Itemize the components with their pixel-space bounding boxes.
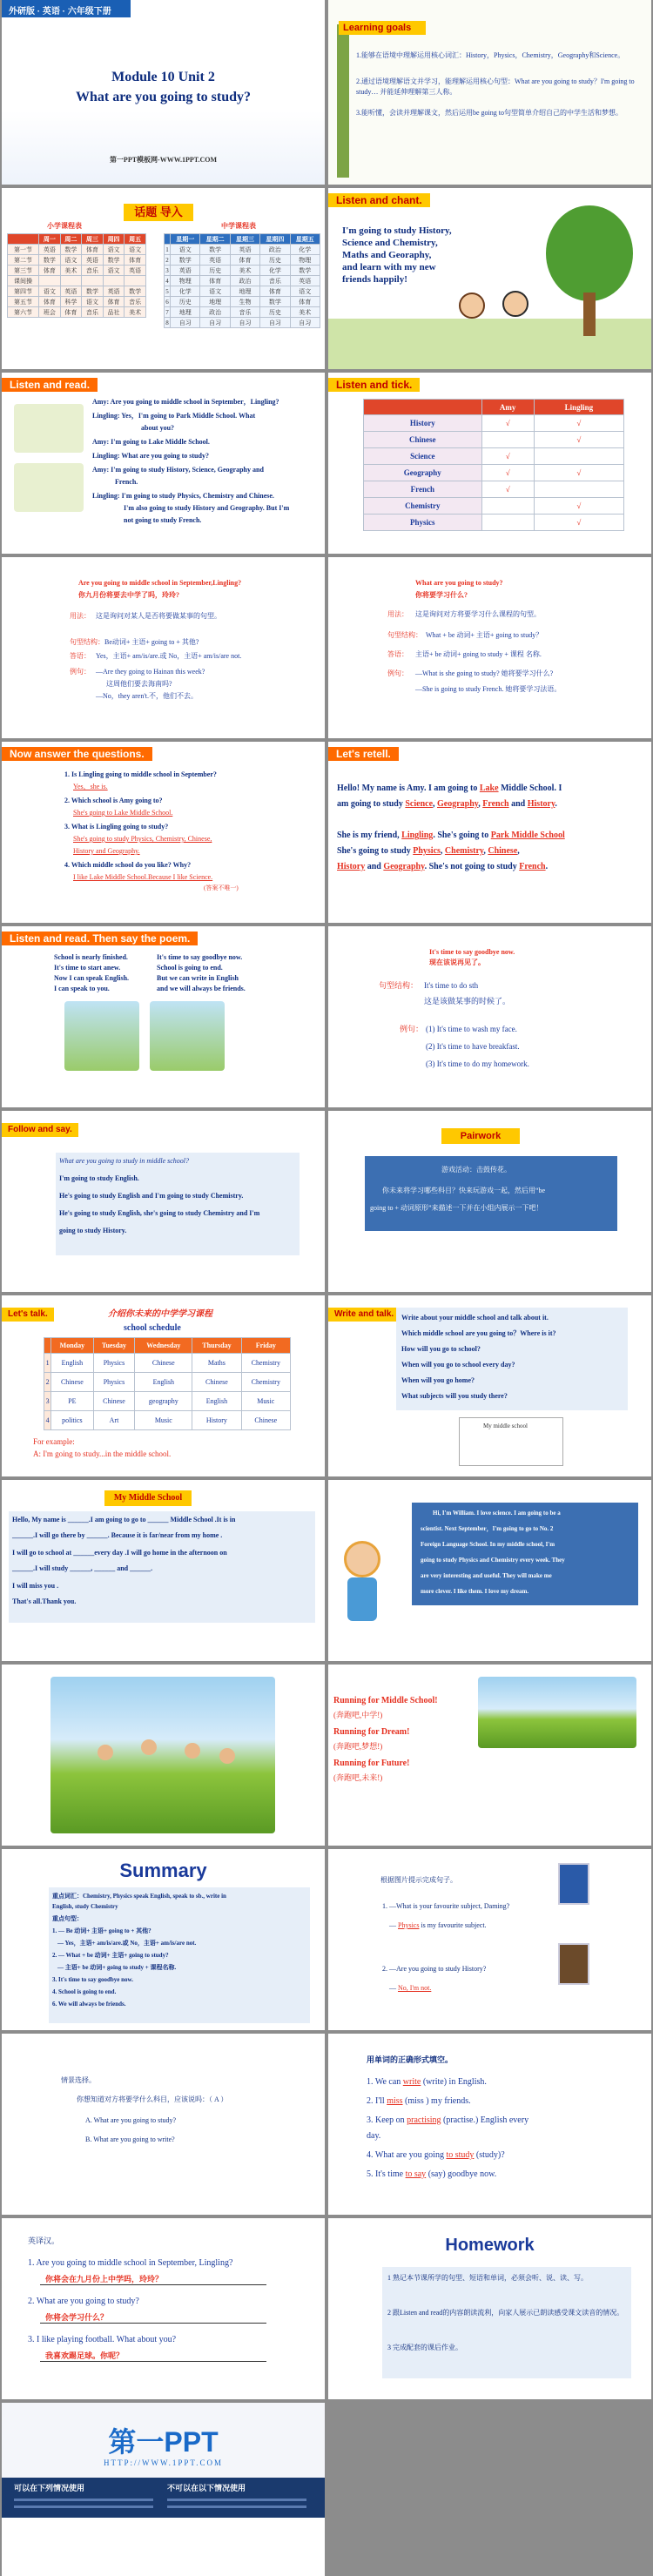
table-cell: 音乐: [230, 307, 259, 318]
table-cell: 物理: [290, 255, 320, 266]
schedule-cell: 2: [44, 1373, 51, 1392]
schedule-row: [44, 1411, 291, 1430]
table-cell: 英语: [103, 286, 125, 297]
middle-schedule-table: [164, 233, 320, 328]
slide-poem[interactable]: Listen and read. Then say the poem. School is nearly finished. It's time to start anew. Now I can speak English. I can speak to you. It's time to say goodbye now. School is going to end. But we can write in English and we will always be friends.: [2, 926, 325, 1107]
table-cell: [8, 234, 39, 245]
empty-slot: [328, 2403, 651, 2576]
table-cell: 英语: [125, 266, 146, 276]
table-cell: 3: [165, 266, 169, 274]
slide-its-time[interactable]: It's time to say goodbye now. 现在该说再见了。 句型结构： It's time to do sth 这是该做某事的时候了。 例句： (1) It's time to wash my face. (2) It's time to have breakfast. (3) It's time to do my homework.: [328, 926, 651, 1107]
pairwork-badge: Pairwork: [441, 1128, 520, 1144]
chant-line-1: I'm going to study History,: [342, 225, 452, 236]
slide-listen-tick[interactable]: [328, 373, 651, 554]
tick-cell: √: [481, 448, 534, 465]
table-cell: 7: [165, 308, 169, 316]
schedule-cell: PE: [51, 1392, 93, 1411]
schedule-cell: History: [192, 1411, 241, 1430]
table-cell: 2: [165, 256, 169, 264]
table-row: [165, 286, 320, 297]
schedule-cell: Physics: [93, 1354, 135, 1373]
table-cell: 数学: [200, 245, 230, 255]
table-row: [165, 255, 320, 266]
slide-word-form[interactable]: 用单词的正确形式填空。 1. We can write (write) in English. 2. I'll miss (miss ) my friends. 3. Keep on practising (practise.) English every day. 4. What are you going to study (study)? 5. It's time to say (say) goodbye now.: [328, 2034, 651, 2215]
slide-write-talk[interactable]: Write and talk. Write about your middle school and talk about it. Which middle school are you going to？Where is it? How will you go to school? When will you go to school every day? When will you go home? What subjects will you study there? My middle school: [328, 1295, 651, 1476]
table-cell: 政治: [260, 245, 290, 255]
slide-my-middle-school[interactable]: My Middle School Hello, My name is ______.I am going to go to ______ Middle School .It is in ______.I will go there by ______. Because it is far/near from my home . I will go to school at ______every day .I will go home in the afternoon on ______.I will study ______, ______ and ______. I will miss you . That's all.Thank you.: [2, 1480, 325, 1661]
table-cell: 体育: [60, 307, 82, 318]
table-cell: 数学: [60, 245, 82, 255]
table-cell: 英语: [60, 286, 82, 297]
homework-box: [382, 2267, 631, 2378]
table-cell: 美术: [60, 266, 82, 276]
table-cell: 美术: [125, 307, 146, 318]
table-row: [8, 234, 146, 245]
footer-watermark: 第一PPT模板网-WWW.1PPT.COM: [109, 156, 218, 164]
table-cell: 历史: [260, 307, 290, 318]
table-cell: [60, 276, 82, 286]
side-stripe: [337, 24, 349, 178]
table-cell: 语文: [171, 245, 200, 255]
table-row: [8, 245, 146, 255]
tick-cell: √: [481, 415, 534, 432]
tick-row: [364, 432, 624, 448]
schedule-cell: Chinese: [135, 1354, 192, 1373]
dialogue-picture: [14, 463, 84, 512]
schedule-cell: Chemistry: [241, 1373, 290, 1392]
table-cell: 周五: [125, 234, 146, 245]
schedule-cell: politics: [51, 1411, 93, 1430]
tick-badge: Listen and tick.: [328, 378, 420, 392]
schedule-cell: English: [51, 1354, 93, 1373]
table-cell: 4: [165, 277, 169, 285]
schedule-cell: English: [192, 1392, 241, 1411]
table-cell: 周二: [60, 234, 82, 245]
table-cell: 5: [165, 287, 169, 295]
tick-cell: [534, 481, 623, 498]
goal-1: 1.能够在语境中理解运用核心词汇：History，Physics，Chemistry，Geography和Science。: [356, 51, 625, 59]
dialogue-picture: [14, 404, 84, 453]
tick-cell: √: [534, 465, 623, 481]
slide-learning-goals[interactable]: [328, 0, 651, 185]
table-cell: [125, 276, 146, 286]
table-cell: 地理: [200, 297, 230, 307]
table-cell: 星期三: [230, 234, 259, 245]
tick-cell: √: [481, 481, 534, 498]
slide-running-for[interactable]: Running for Middle School! (奔跑吧,中学!) Running for Dream! (奔跑吧,梦想!) Running for Future! (奔跑吧,未来!): [328, 1665, 651, 1846]
goals-badge: Learning goals: [339, 21, 426, 35]
table-cell: 英语: [200, 255, 230, 266]
follow-box: [56, 1153, 300, 1255]
table-cell: 体育: [39, 297, 61, 307]
table-cell: 周三: [82, 234, 104, 245]
tick-cell: Geography: [364, 465, 482, 481]
table-cell: 数学: [171, 255, 200, 266]
table-cell: [165, 234, 171, 245]
poem-picture: [64, 1001, 139, 1071]
table-cell: 体育: [125, 255, 146, 266]
tree-trunk: [583, 293, 596, 336]
table-row: [165, 266, 320, 276]
write-badge: Write and talk.: [328, 1308, 400, 1322]
book-icon: [558, 1943, 589, 1985]
table-cell: 音乐: [82, 307, 104, 318]
answer-badge: Now answer the questions.: [2, 747, 152, 761]
tick-cell: √: [534, 498, 623, 515]
table-row: [8, 255, 146, 266]
chant-line-3: Maths and Georaphy,: [342, 250, 432, 260]
table-cell: 化学: [290, 245, 320, 255]
tick-cell: Chemistry: [364, 498, 482, 515]
table-cell: 体育: [290, 297, 320, 307]
table-cell: 英语: [290, 276, 320, 286]
edition-badge: 外研版 · 英语 · 六年级下册: [9, 7, 111, 17]
table-row: [8, 297, 146, 307]
slide-title-question: What are you going to study?: [75, 90, 252, 104]
tick-cell: French: [364, 481, 482, 498]
tick-cell: Chinese: [364, 432, 482, 448]
tick-header: [364, 400, 482, 415]
slide-grammar-what-study[interactable]: What are you going to study? 你将要学习什么? 用法： 这是询问对方将要学习什么课程的句型。 句型结构： What + be 动词+ 主语+ going to study？ 答语： 主语+ be 动词+ going to study + 课程 名称. 例句： —What is she going to study? 她将要学习什么? —She is going to study French. 她将要学习法语。: [328, 557, 651, 738]
table-row: [165, 318, 320, 328]
table-cell: 体育: [103, 297, 125, 307]
table-cell: 班会: [39, 307, 61, 318]
table-cell: 星期四: [260, 234, 290, 245]
chant-line-2: Science and Chemistry,: [342, 238, 438, 248]
child-icon: [502, 291, 528, 317]
tick-header: Amy: [481, 400, 534, 415]
slide-title-unit: Module 10 Unit 2: [111, 70, 215, 84]
table-cell: 星期一: [171, 234, 200, 245]
table-cell: 周一: [39, 234, 61, 245]
table-cell: 体育: [200, 276, 230, 286]
schedule-cell: 4: [44, 1411, 51, 1430]
table-cell: 体育: [230, 255, 259, 266]
slide-homework[interactable]: Homework 1 熟记本节课所学的句型、短语和单词，必须会听、说、读、写。 2 跟Listen and read的内容朗读流利，向家人展示已朗读感受课文读音的情况。 3 完成配套的课后作业。: [328, 2218, 651, 2399]
field-photo: [478, 1677, 636, 1748]
tick-row: [364, 465, 624, 481]
table-cell: [103, 276, 125, 286]
slide-listen-read[interactable]: Listen and read. Amy: Are you going to middle school in September，Lingling? Lingling: Yes，I'm going to Park Middle School. What about you? Amy: I'm going to Lake Middle School. Lingling: What are you going to study? Amy: I'm going to study History, Science, Geography and French. Lingling: I'm going to study Physics, Chemistry and Chinese. I'm also going to study History and Geography. But I'm not going to study French.: [2, 373, 325, 554]
table-cell: 语文: [290, 286, 320, 297]
table-cell: 地理: [171, 307, 200, 318]
slide-translate[interactable]: 英译汉。 1. Are you going to middle school in September, Lingling? 你将会在九月份上中学吗，玲玲？ 2. What are you going to study? 你将会学习什么？ 3. I like playing football. What about you? 我喜欢踢足球。你呢？: [2, 2218, 325, 2399]
girl-icon: [344, 1541, 380, 1577]
table-cell: 音乐: [125, 297, 146, 307]
schedule-cell: 1: [44, 1354, 51, 1373]
schedule-day: [44, 1338, 51, 1354]
table-cell: 美术: [230, 266, 259, 276]
tick-row: [364, 448, 624, 465]
table-cell: 星期二: [200, 234, 230, 245]
table-cell: 化学: [260, 266, 290, 276]
grass: [328, 319, 651, 369]
table-cell: 历史: [200, 266, 230, 276]
primary-schedule-table: [7, 233, 146, 318]
slide-summary[interactable]: Summary 重点词汇：Chemistry, Physics speak English, speak to sb., write in English, study Chemistry 重点句型： 1. — Be 动词+ 主语+ going to + 其他? — Yes，主语+ am/is/are.或 No，主语+ am/is/are not. 2. — What + be 动词+ 主语+ going to study? — 主语+ be 动词+ going to study + 课程名称. 3. It's time to say goodbye now. 4. School is going to end. 6. We will always be friends.: [2, 1849, 325, 2030]
slide-lets-talk[interactable]: Let's talk. 介绍你未来的中学学习课程 school schedule Monday Tuesday Wednesday Thursday Friday 1 English Physics Chinese Maths Chemistry 2 Chinese Physics English Chinese Chemistry 3 PE Chinese geography English Music 4 politics Art Music History Chinese For example: A: I'm going to study...in the middle school.: [2, 1295, 325, 1476]
poem-badge: Listen and read. Then say the poem.: [2, 932, 198, 945]
slide-pairwork[interactable]: Pairwork 游戏活动：击鼓传花。 你未来将学习哪些科目？快来玩游戏一起，然后用“be going to + 动词原形”来描述一下并在小组内展示一下吧！: [328, 1111, 651, 1292]
homework-title: Homework: [445, 2236, 535, 2255]
slide-william[interactable]: Hi, I'm William. I love science. I am going to be a scientist. Next September，I'm going to go to No. 2 Foreign Language School. In my middle school, I'm going to study Physics and Chemistry every week. They are very interesting and useful. They will make me more clever. I like them. I love my dream.: [328, 1480, 651, 1661]
table-cell: 体育: [39, 266, 61, 276]
schedule-cell: Chinese: [93, 1392, 135, 1411]
tick-cell: Physics: [364, 515, 482, 531]
tick-cell: [481, 515, 534, 531]
table-cell: 数学: [290, 266, 320, 276]
table-row: [8, 266, 146, 276]
goal-3: 3.能听懂，会读并理解课文，然后运用be going to句型简单介绍自己的中学生活和梦想。: [356, 109, 623, 117]
table-cell: 周四: [103, 234, 125, 245]
talk-badge: Let's talk.: [2, 1308, 54, 1322]
table-cell: 第五节: [8, 297, 39, 307]
table-cell: 历史: [260, 255, 290, 266]
children-running-photo: [50, 1677, 275, 1833]
tick-cell: √: [534, 432, 623, 448]
table-cell: 第六节: [8, 307, 39, 318]
table-cell: 第一节: [8, 245, 39, 255]
slide-answer-questions[interactable]: Now answer the questions. 1. Is Lingling going to middle school in September? Yes，she is. 2. Which school is Amy going to? She's going to Lake Middle School. 3. What is Lingling going to study? She's going to study Physics, Chemistry, Chinese, History and Geography. 4. Which middle school do you like? Why? I like Lake Middle School.Because I like Science. (答案不唯一): [2, 742, 325, 923]
schedule-cell: Music: [241, 1392, 290, 1411]
slide-retell[interactable]: Let's retell. Hello! My name is Amy. I am going to Lake Middle School. I am going to study Science, Geography, French and History. She is my friend, Lingling. She's going to Park Middle School She's going to study Physics, Chemistry, Chinese, History and Geography. She's not going to study French.: [328, 742, 651, 923]
tick-cell: Science: [364, 448, 482, 465]
table-cell: 1: [165, 245, 169, 253]
schedule-cell: English: [135, 1373, 192, 1392]
schedule-day: Thursday: [192, 1338, 241, 1354]
slide-title[interactable]: [2, 0, 325, 185]
slide-ending[interactable]: 第一PPT HTTP://WWW.1PPT.COM 可以在下列情况使用 不可以在以下情况使用: [2, 2403, 325, 2576]
tick-row: [364, 415, 624, 432]
table-cell: 6: [165, 298, 169, 306]
schedule-cell: Maths: [192, 1354, 241, 1373]
table-cell: 自习: [200, 318, 230, 328]
follow-badge: Follow and say.: [2, 1123, 78, 1137]
table-cell: 自习: [171, 318, 200, 328]
tree-icon: [546, 205, 633, 301]
schedule-cell: Chinese: [241, 1411, 290, 1430]
table-cell: 8: [165, 319, 169, 326]
schedule-day: Wednesday: [135, 1338, 192, 1354]
tick-row: [364, 515, 624, 531]
schedule-row: [44, 1354, 291, 1373]
table-cell: 数学: [103, 255, 125, 266]
table-cell: 语文: [82, 297, 104, 307]
schedule-day: Monday: [51, 1338, 93, 1354]
schedule-row: [44, 1373, 291, 1392]
table-cell: 语文: [39, 286, 61, 297]
child-icon: [459, 293, 485, 319]
tick-table: [363, 399, 624, 531]
table-cell: 音乐: [82, 266, 104, 276]
slide-follow-say[interactable]: Follow and say. What are you going to study in middle school? I'm going to study English. He's going to study English and I'm going to study Chemistry. He's going to study English, she's going to study Chemistry and I'm going to study History.: [2, 1111, 325, 1292]
table-row: [8, 286, 146, 297]
table-cell: 第二节: [8, 255, 39, 266]
table-cell: 自习: [260, 318, 290, 328]
tick-cell: [481, 432, 534, 448]
table-row: [8, 307, 146, 318]
table-cell: 语文: [103, 266, 125, 276]
table-cell: 语文: [60, 255, 82, 266]
table-cell: [39, 276, 61, 286]
table-cell: 英语: [39, 245, 61, 255]
table-cell: 语文: [103, 245, 125, 255]
table-cell: 化学: [171, 286, 200, 297]
tick-cell: [481, 498, 534, 515]
table-cell: 自习: [230, 318, 259, 328]
table-cell: 音乐: [260, 276, 290, 286]
slide-situational-choice[interactable]: 情景选择。 你想知道对方将要学什么科目，应该说吗：（ A ） A. What are you going to study? B. What are you going to write?: [2, 2034, 325, 2215]
site-logo: 第一PPT: [108, 2426, 219, 2458]
table-cell: [82, 276, 104, 286]
table-row: [165, 245, 320, 255]
summary-title: Summary: [119, 1860, 207, 1881]
tick-cell: [534, 448, 623, 465]
middle-schedule-heading: 中学课程表: [221, 222, 256, 230]
topic-badge: 话题 导入: [124, 204, 193, 221]
table-cell: 政治: [230, 276, 259, 286]
slide-listen-chant[interactable]: [328, 188, 651, 369]
table-cell: 生物: [230, 297, 259, 307]
slide-topic-intro[interactable]: [2, 188, 325, 369]
schedule-day: Friday: [241, 1338, 290, 1354]
schedule-cell: Art: [93, 1411, 135, 1430]
schedule-cell: Chinese: [192, 1373, 241, 1392]
schedule-cell: Physics: [93, 1373, 135, 1392]
table-row: [165, 276, 320, 286]
primary-schedule-heading: 小学课程表: [47, 222, 82, 230]
chant-line-5: friends happily!: [342, 274, 407, 285]
table-row: [165, 307, 320, 318]
tick-cell: √: [481, 465, 534, 481]
my-middle-school-badge: My Middle School: [104, 1490, 192, 1506]
table-cell: 数学: [125, 286, 146, 297]
book-icon: [558, 1863, 589, 1905]
tick-row: [364, 481, 624, 498]
goal-2: 2.通过语境理解语文并学习，能理解运用核心句型：What are you going to study？I'm going to study… 并能延伸理解第三人称。: [356, 77, 635, 96]
table-cell: 课间操: [8, 276, 39, 286]
slide-grammar-be-going-to[interactable]: Are you going to middle school in September,Lingling? 你九月份将要去中学了吗，玲玲? 用法： 这是询问对某人是否将要做某事的句型。 句型结构： Be动词+ 主语+ going to + 其他? 答语： Yes，主语+ am/is/are.或 No，主语+ am/is/are not. 例句： —Are they going to Hainan this week? 这周他们要去海南吗? —No，they aren't.不，他们不去。: [2, 557, 325, 738]
table-cell: 历史: [171, 297, 200, 307]
retell-badge: Let's retell.: [328, 747, 399, 761]
schedule-cell: 3: [44, 1392, 51, 1411]
schedule-cell: Chinese: [51, 1373, 93, 1392]
table-cell: 数学: [39, 255, 61, 266]
table-cell: 语文: [200, 286, 230, 297]
table-cell: 第四节: [8, 286, 39, 297]
table-cell: 数学: [82, 286, 104, 297]
table-cell: 政治: [200, 307, 230, 318]
schedule-cell: geography: [135, 1392, 192, 1411]
chant-line-4: and learn with my new: [342, 262, 436, 272]
table-row: [165, 234, 320, 245]
table-cell: 品社: [103, 307, 125, 318]
table-cell: 英语: [82, 255, 104, 266]
school-schedule-table: [44, 1337, 291, 1430]
poem-picture: [150, 1001, 225, 1071]
table-row: [165, 297, 320, 307]
girl-body: [347, 1577, 377, 1621]
tick-row: [364, 498, 624, 515]
tick-cell: History: [364, 415, 482, 432]
table-cell: 体育: [82, 245, 104, 255]
table-row: [8, 276, 146, 286]
table-cell: 地理: [230, 286, 259, 297]
slide-complete-sentences[interactable]: 根据图片提示完成句子。 1. —What is your favourite subject, Daming? — Physics is my favourite subject. 2. —Are you going to study History? — No, I'm not.: [328, 1849, 651, 2030]
table-cell: 英语: [230, 245, 259, 255]
table-cell: 数学: [260, 297, 290, 307]
listen-read-badge: Listen and read.: [2, 378, 98, 392]
table-cell: 美术: [290, 307, 320, 318]
table-cell: 星期五: [290, 234, 320, 245]
table-cell: 第三节: [8, 266, 39, 276]
table-cell: 科学: [60, 297, 82, 307]
slide-photo-children[interactable]: [2, 1665, 325, 1846]
schedule-row: [44, 1392, 291, 1411]
schedule-day: Tuesday: [93, 1338, 135, 1354]
schedule-cell: Chemistry: [241, 1354, 290, 1373]
site-url: HTTP://WWW.1PPT.COM: [103, 2458, 223, 2467]
table-cell: 英语: [171, 266, 200, 276]
tick-cell: √: [534, 415, 623, 432]
tick-header: Lingling: [534, 400, 623, 415]
table-cell: 体育: [260, 286, 290, 297]
table-cell: 语文: [125, 245, 146, 255]
table-cell: 物理: [171, 276, 200, 286]
tick-cell: √: [534, 515, 623, 531]
schedule-cell: Music: [135, 1411, 192, 1430]
chant-badge: Listen and chant.: [328, 193, 430, 207]
table-cell: 自习: [290, 318, 320, 328]
